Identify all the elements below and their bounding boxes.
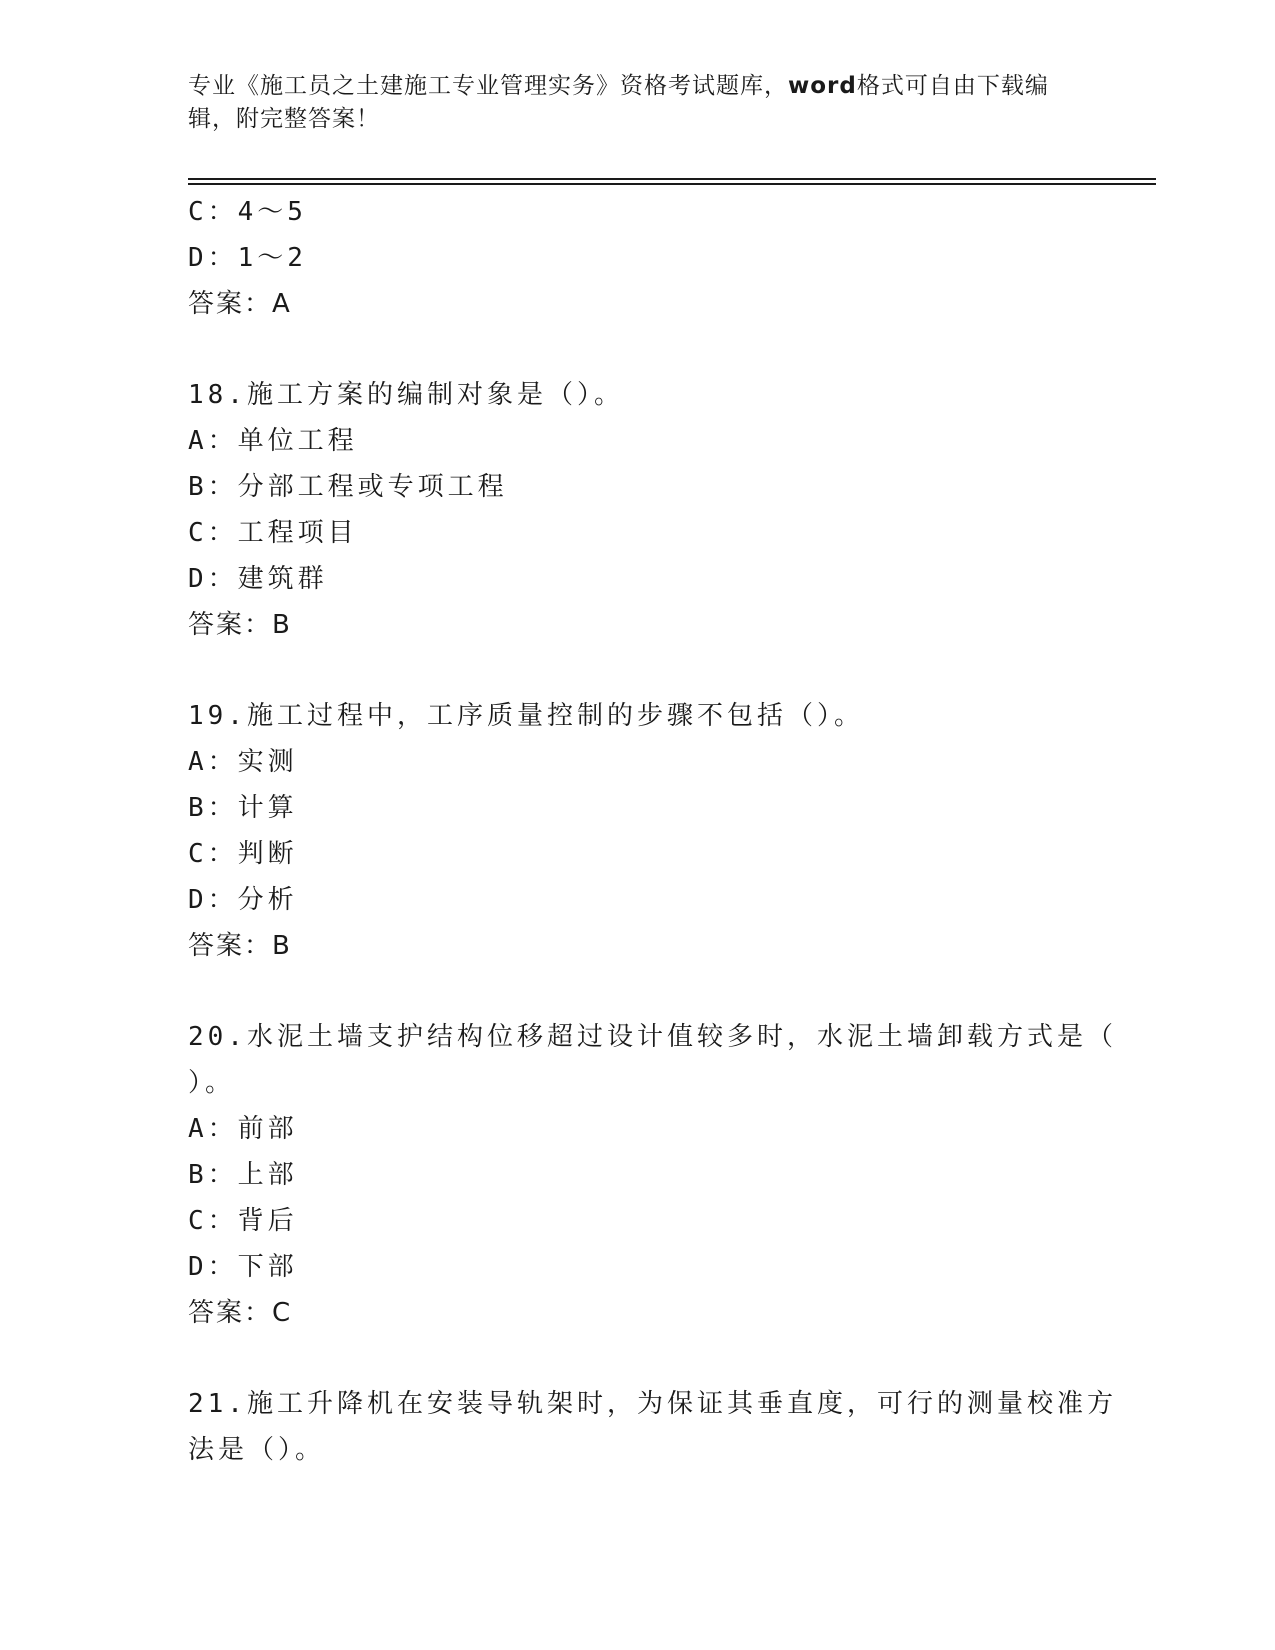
q21-question-line-1: 21.施工升降机在安装导轨架时，为保证其垂直度，可行的测量校准方 xyxy=(188,1389,1117,1419)
header-line-1 xyxy=(188,70,1068,103)
q17-answer xyxy=(188,281,1088,327)
q20-answer xyxy=(188,1290,1088,1336)
q18-answer xyxy=(188,602,1088,648)
header-divider-top xyxy=(188,178,1156,180)
q17-answer-label: 答案： xyxy=(188,289,273,319)
q19-option-c: C：判断 xyxy=(188,839,298,869)
question-19 xyxy=(188,693,1088,969)
q20-option-b: B：上部 xyxy=(188,1160,298,1190)
spacer xyxy=(188,1336,1088,1381)
q20-answer-value: C xyxy=(272,1298,291,1328)
header-divider-bottom xyxy=(188,183,1156,185)
spacer xyxy=(188,327,1088,372)
q20-answer-label: 答案： xyxy=(188,1298,273,1328)
spacer xyxy=(188,648,1088,693)
q18-option-a: A：单位工程 xyxy=(188,426,358,456)
question-17 xyxy=(188,189,1088,327)
question-21 xyxy=(188,1381,1117,1473)
q18-answer-value: B xyxy=(272,610,290,640)
q20-question-line-1: 20.水泥土墙支护结构位移超过设计值较多时，水泥土墙卸载方式是（ xyxy=(188,1022,1117,1052)
q18-option-c: C：工程项目 xyxy=(188,518,358,548)
q19-question: 19.施工过程中，工序质量控制的步骤不包括（）。 xyxy=(188,701,864,731)
header-text-before: 专业《施工员之土建施工专业管理实务》资格考试题库， xyxy=(188,73,788,99)
q19-answer xyxy=(188,923,1088,969)
question-18 xyxy=(188,372,1088,648)
header-line-2: 辑，附完整答案！ xyxy=(188,106,380,132)
q17-option-c: C：4～5 xyxy=(188,197,307,227)
q18-question: 18.施工方案的编制对象是（）。 xyxy=(188,380,624,410)
q20-question-line-2: ）。 xyxy=(188,1068,236,1098)
q18-option-d: D：建筑群 xyxy=(188,564,328,594)
q17-answer-value: A xyxy=(272,289,290,319)
spacer xyxy=(188,969,1088,1014)
q20-option-d: D：下部 xyxy=(188,1252,298,1282)
question-list xyxy=(188,189,1117,1473)
question-20 xyxy=(188,1014,1117,1336)
q19-answer-value: B xyxy=(272,931,290,961)
q19-option-b: B：计算 xyxy=(188,793,298,823)
q19-answer-label: 答案： xyxy=(188,931,273,961)
q21-question-line-2: 法是（）。 xyxy=(188,1435,326,1465)
document-header xyxy=(188,70,1068,136)
q19-option-d: D：分析 xyxy=(188,885,298,915)
header-text-word: word xyxy=(788,73,857,99)
q19-option-a: A：实测 xyxy=(188,747,298,777)
q20-option-c: C：背后 xyxy=(188,1206,298,1236)
q18-answer-label: 答案： xyxy=(188,610,273,640)
header-text-after: 格式可自由下载编 xyxy=(856,73,1049,99)
q20-option-a: A：前部 xyxy=(188,1114,298,1144)
q17-option-d: D：1～2 xyxy=(188,243,307,273)
q18-option-b: B：分部工程或专项工程 xyxy=(188,472,508,502)
